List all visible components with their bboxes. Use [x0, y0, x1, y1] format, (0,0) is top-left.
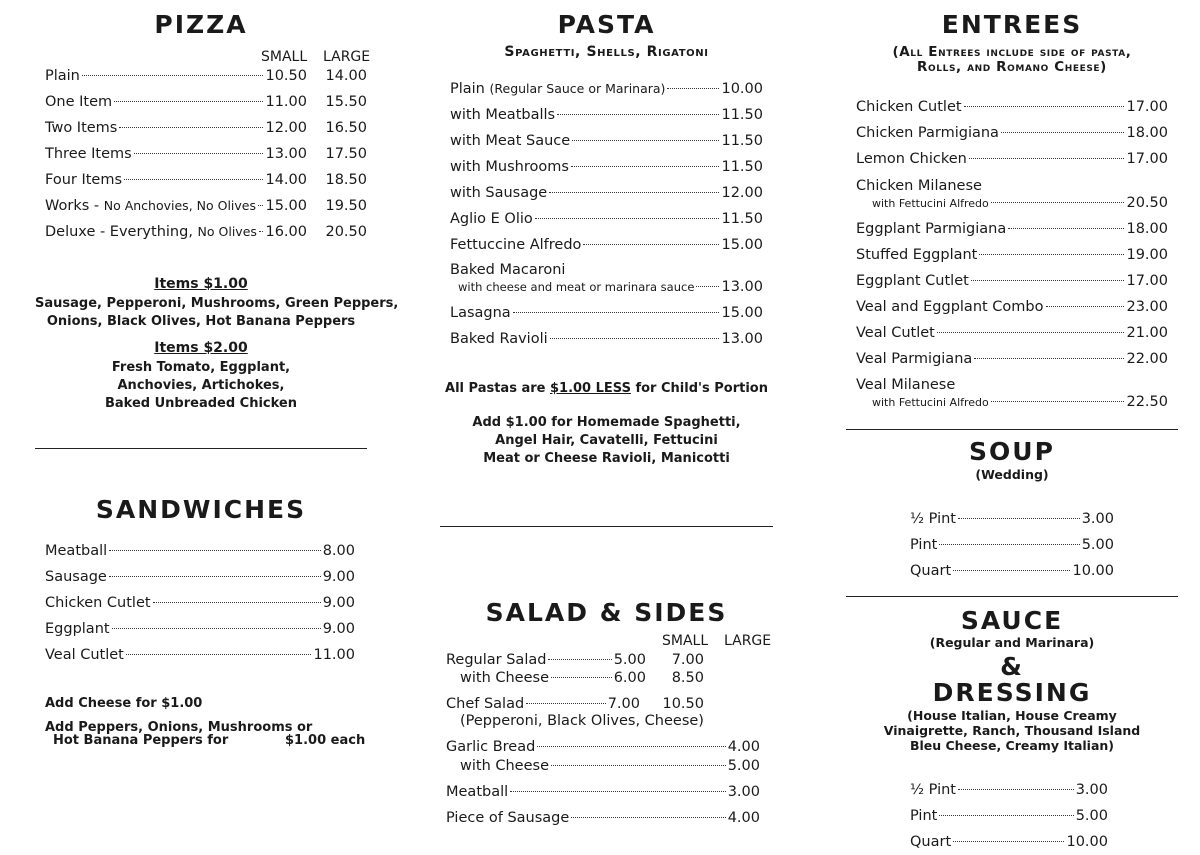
item-name [45, 198, 256, 214]
item-price: 3.00 [1075, 782, 1108, 798]
item-name [910, 511, 956, 527]
dot-leader [971, 280, 1125, 281]
sandwich-item [45, 647, 355, 667]
item-name [446, 652, 546, 668]
item-price: 9.00 [322, 595, 355, 611]
soup-title: SOUP [969, 437, 1055, 466]
dressing-title: DRESSING [932, 678, 1092, 707]
item-price-large: 17.50 [325, 146, 367, 162]
item-name [910, 808, 937, 824]
item-name-text: Lemon Chicken [856, 151, 967, 167]
item-name-text: Sausage [45, 569, 107, 585]
item-price: 10.00 [721, 81, 763, 97]
sauce-item [910, 834, 1108, 854]
dot-leader [1008, 228, 1124, 229]
item-name [856, 325, 935, 341]
sauce-title: SAUCE [960, 606, 1064, 635]
item-price: 14.00 [265, 172, 307, 188]
item-price: 12.00 [721, 185, 763, 201]
item-name [856, 221, 1006, 237]
item-name [450, 237, 581, 253]
dot-leader [696, 286, 719, 287]
item-name [45, 120, 117, 136]
item-price: 18.00 [1126, 125, 1168, 141]
item-price: 11.50 [721, 133, 763, 149]
item-name [45, 621, 110, 637]
dot-leader [526, 703, 606, 704]
item-price: 13.00 [721, 279, 763, 295]
item-name-text: Two Items [45, 120, 118, 136]
pasta-item [450, 133, 763, 153]
item-price: 10.50 [265, 68, 307, 84]
item-price: 16.00 [265, 224, 307, 240]
dot-leader [939, 544, 1079, 545]
item-name [872, 396, 989, 409]
entree-item-name: Veal Milanese [856, 377, 956, 393]
item-price: 3.00 [1081, 511, 1114, 527]
dressing-line: Bleu Cheese, Creamy Italian) [909, 738, 1115, 753]
item-price: 11.00 [265, 94, 307, 110]
item-name-text: Pint [910, 808, 938, 824]
item-name-text: Plain [45, 68, 80, 84]
item-name [450, 159, 569, 175]
item-name-text: with Cheese [460, 758, 550, 774]
entree-item [856, 99, 1168, 119]
soup-item [910, 537, 1114, 557]
pasta-item-name: Baked Macaroni [450, 262, 566, 278]
pizza-col-large: LARGE [323, 49, 371, 65]
dot-leader [667, 88, 719, 89]
item-name [45, 68, 80, 84]
item-price: 22.50 [1126, 394, 1168, 410]
item-name [910, 563, 951, 579]
sandwich-item [45, 595, 355, 615]
ampersand: & [1000, 652, 1024, 681]
dressing-line: Vinaigrette, Ranch, Thousand Island [883, 723, 1141, 738]
dot-leader [126, 654, 312, 655]
pizza-item [45, 68, 367, 88]
pasta-subtitle: Spaghetti, Shells, Rigatoni [504, 44, 709, 60]
item-name [446, 784, 508, 800]
pasta-title: PASTA [557, 10, 656, 39]
dot-leader [958, 789, 1074, 790]
item-name [856, 99, 962, 115]
add-peppers-line2: Hot Banana Peppers for [53, 733, 229, 748]
item-name-text: with Sausage [450, 185, 548, 201]
dot-leader [583, 244, 719, 245]
item-name-text: ½ Pint [910, 511, 956, 527]
item-name [450, 211, 533, 227]
dot-leader [991, 401, 1125, 402]
child-portion-note: All Pastas are $1.00 LESS for Child's Portion [445, 381, 768, 396]
item-price: 10.00 [1066, 834, 1108, 850]
item-name [856, 247, 977, 263]
add-peppers-line1: Add Peppers, Onions, Mushrooms or [45, 720, 313, 735]
entree-item [856, 125, 1168, 145]
item-name-text: Chef Salad [446, 696, 525, 712]
item-price: 22.00 [1126, 351, 1168, 367]
sandwich-item [45, 543, 355, 563]
homemade-line: Add $1.00 for Homemade Spaghetti, [472, 415, 741, 430]
item-name [45, 543, 107, 559]
entree-item [856, 273, 1168, 293]
item-price: 9.00 [322, 621, 355, 637]
homemade-line: Angel Hair, Cavatelli, Fettucini [495, 433, 718, 448]
item-price: 11.50 [721, 159, 763, 175]
dot-leader [124, 179, 263, 180]
salad-item [446, 739, 760, 759]
item-name [45, 595, 151, 611]
item-name-text: Garlic Bread [446, 739, 536, 755]
item-name-text: One Item [45, 94, 113, 110]
dot-leader [119, 127, 263, 128]
dot-leader [153, 602, 321, 603]
pizza-item [45, 94, 367, 114]
pasta-item [458, 279, 763, 299]
item-note: No Anchovies, No Olives [103, 198, 256, 213]
entree-item [856, 247, 1168, 267]
item-price: 20.50 [1126, 195, 1168, 211]
item-price-large: 18.50 [325, 172, 367, 188]
item-price: 7.00 [607, 696, 640, 712]
dot-leader [513, 312, 720, 313]
pizza-items2-line: Baked Unbreaded Chicken [104, 396, 298, 411]
add-cheese: Add Cheese for $1.00 [45, 696, 203, 711]
item-name-text: Eggplant Parmigiana [856, 221, 1007, 237]
item-name-text: Aglio E Olio [450, 211, 533, 227]
entree-item [872, 394, 1168, 414]
dot-leader [548, 659, 611, 660]
item-name [856, 299, 1044, 315]
entree-item [872, 195, 1168, 215]
item-name-text: Fettuccine Alfredo [450, 237, 582, 253]
item-name [460, 670, 549, 686]
dot-leader [551, 677, 612, 678]
item-name [450, 107, 555, 123]
item-name [910, 834, 951, 850]
item-name-text: Chicken Cutlet [45, 595, 151, 611]
dot-leader [939, 815, 1073, 816]
pizza-item [45, 146, 367, 166]
dot-leader [258, 205, 263, 206]
dot-leader [991, 202, 1125, 203]
entree-item [856, 151, 1168, 171]
item-name-text: Quart [910, 834, 952, 850]
dot-leader [259, 231, 264, 232]
item-price: 15.00 [721, 305, 763, 321]
dot-leader [964, 106, 1125, 107]
salad-item [446, 810, 760, 830]
salad-col-small: SMALL [662, 633, 709, 649]
item-name-text: with Cheese [460, 670, 550, 686]
salad-item [446, 784, 760, 804]
item-name [45, 647, 124, 663]
dot-leader [551, 765, 726, 766]
pizza-item [45, 224, 367, 244]
sandwich-item [45, 569, 355, 589]
item-name-text: with Meat Sauce [450, 133, 571, 149]
item-name [45, 94, 112, 110]
salad-col-large: LARGE [724, 633, 772, 649]
item-name-text: ½ Pint [910, 782, 956, 798]
pizza-items2-title: Items $2.00 [154, 340, 248, 356]
item-price-large: 8.50 [671, 670, 704, 686]
pizza-items2-line: Anchovies, Artichokes, [117, 378, 285, 393]
item-name [446, 696, 524, 712]
item-name [450, 133, 570, 149]
item-price: 8.00 [322, 543, 355, 559]
item-price: 4.00 [727, 739, 760, 755]
item-price: 9.00 [322, 569, 355, 585]
dot-leader [969, 158, 1125, 159]
item-name-text: Stuffed Eggplant [856, 247, 978, 263]
item-name-text: Eggplant Cutlet [856, 273, 969, 289]
dot-leader [537, 746, 725, 747]
dot-leader [114, 101, 263, 102]
item-price: 23.00 [1126, 299, 1168, 315]
item-name-text: Chicken Parmigiana [856, 125, 999, 141]
item-name [856, 125, 999, 141]
item-name [45, 172, 122, 188]
sauce-subtitle: (Regular and Marinara) [929, 635, 1095, 650]
item-price: 21.00 [1126, 325, 1168, 341]
pasta-item [450, 211, 763, 231]
homemade-line: Meat or Cheese Ravioli, Manicotti [483, 451, 730, 466]
salad-item [460, 670, 704, 690]
dot-leader [549, 192, 719, 193]
entrees-subtitle: (All Entrees include side of pasta, [892, 44, 1132, 60]
item-name-text: with Meatballs [450, 107, 556, 123]
salad-item [460, 758, 760, 778]
divider [846, 429, 1178, 430]
item-note: No Olives [197, 224, 257, 239]
item-name-text: with Mushrooms [450, 159, 569, 175]
entree-item-name: Chicken Milanese [856, 178, 982, 194]
dot-leader [974, 358, 1124, 359]
divider [35, 448, 367, 449]
soup-item [910, 511, 1114, 531]
item-name-text: Three Items [45, 146, 132, 162]
item-price: 11.00 [313, 647, 355, 663]
item-price: 11.50 [721, 211, 763, 227]
pizza-item [45, 120, 367, 140]
pasta-item [450, 159, 763, 179]
dot-leader [958, 518, 1080, 519]
item-price: 5.00 [613, 652, 646, 668]
entree-item [856, 299, 1168, 319]
item-name-text: Veal Cutlet [45, 647, 124, 663]
item-name-text: Four Items [45, 172, 123, 188]
dot-leader [550, 338, 720, 339]
item-name-text: Veal and Eggplant Combo [856, 299, 1044, 315]
dot-leader [109, 576, 321, 577]
pasta-item [450, 81, 763, 101]
dot-leader [1001, 132, 1125, 133]
item-name [856, 351, 972, 367]
item-name-text: Piece of Sausage [446, 810, 570, 826]
item-name-text: Chicken Cutlet [856, 99, 962, 115]
soup-subtitle: (Wedding) [975, 467, 1049, 482]
item-name [45, 146, 132, 162]
item-name [446, 739, 535, 755]
item-note: (Regular Sauce or Marinara) [489, 81, 666, 96]
item-price: 13.00 [265, 146, 307, 162]
item-price: 13.00 [721, 331, 763, 347]
dot-leader [557, 114, 719, 115]
item-price: 5.00 [727, 758, 760, 774]
chef-salad-note: (Pepperoni, Black Olives, Cheese) [460, 713, 704, 729]
dot-leader [112, 628, 321, 629]
salad-title: SALAD & SIDES [485, 598, 728, 627]
item-name [460, 758, 549, 774]
item-name [450, 185, 547, 201]
item-name [458, 280, 694, 294]
item-price-large: 10.50 [662, 696, 704, 712]
item-price: 18.00 [1126, 221, 1168, 237]
pasta-item [450, 331, 763, 351]
pizza-col-small: SMALL [261, 49, 308, 65]
item-name-text: Meatball [45, 543, 108, 559]
item-price: 3.00 [727, 784, 760, 800]
sandwiches-title: SANDWICHES [95, 495, 307, 524]
item-name [45, 224, 257, 240]
entrees-title: ENTREES [941, 10, 1083, 39]
item-name-text: Veal Parmigiana [856, 351, 973, 367]
divider [846, 596, 1178, 597]
pizza-items1-line: Onions, Black Olives, Hot Banana Peppers [46, 314, 356, 329]
dot-leader [953, 570, 1070, 571]
item-price: 5.00 [1081, 537, 1114, 553]
item-name [856, 273, 969, 289]
entree-item [856, 325, 1168, 345]
item-name [450, 305, 511, 321]
item-price: 17.00 [1126, 151, 1168, 167]
item-price-large: 16.50 [325, 120, 367, 136]
pizza-items1-line: Sausage, Pepperoni, Mushrooms, Green Peppers, [35, 296, 399, 311]
item-price: 17.00 [1126, 99, 1168, 115]
pizza-title: PIZZA [154, 10, 248, 39]
item-name-text: Eggplant [45, 621, 110, 637]
item-price: 4.00 [727, 810, 760, 826]
dot-leader [937, 332, 1125, 333]
pizza-item [45, 172, 367, 192]
pizza-items1-title: Items $1.00 [154, 276, 248, 292]
item-name-text: Meatball [446, 784, 509, 800]
dot-leader [571, 166, 720, 167]
item-price: 19.00 [1126, 247, 1168, 263]
divider [440, 526, 773, 527]
item-name [450, 81, 665, 97]
dot-leader [953, 841, 1064, 842]
item-name-text: with Fettucini Alfredo [872, 197, 989, 210]
pizza-item [45, 198, 367, 218]
item-name-text: Quart [910, 563, 952, 579]
dot-leader [979, 254, 1124, 255]
item-price: 11.50 [721, 107, 763, 123]
item-name-text: Works - [45, 198, 104, 214]
soup-item [910, 563, 1114, 583]
item-name-text: with cheese and meat or marinara sauce [458, 280, 695, 294]
pasta-item [450, 305, 763, 325]
item-price-large: 14.00 [325, 68, 367, 84]
item-price: 10.00 [1072, 563, 1114, 579]
dot-leader [535, 218, 720, 219]
item-name [910, 537, 937, 553]
pasta-item [450, 237, 763, 257]
pizza-items2-line: Fresh Tomato, Eggplant, [111, 360, 291, 375]
item-name-text: Regular Salad [446, 652, 547, 668]
entree-item [856, 221, 1168, 241]
item-price: 5.00 [1075, 808, 1108, 824]
item-name [856, 151, 967, 167]
item-price: 6.00 [613, 670, 646, 686]
item-name-text: Baked Ravioli [450, 331, 548, 347]
item-price-large: 15.50 [325, 94, 367, 110]
item-name [450, 331, 548, 347]
item-name-text: Pint [910, 537, 938, 553]
dot-leader [134, 153, 264, 154]
item-name-text: Lasagna [450, 305, 511, 321]
item-name [872, 197, 989, 210]
item-name [446, 810, 569, 826]
pasta-item [450, 107, 763, 127]
item-price: 12.00 [265, 120, 307, 136]
add-peppers-price: $1.00 each [285, 733, 366, 748]
item-price-large: 19.50 [325, 198, 367, 214]
item-name [910, 782, 956, 798]
dot-leader [571, 817, 725, 818]
item-price-large: 7.00 [671, 652, 704, 668]
item-name-text: Deluxe - Everything, [45, 224, 198, 240]
dot-leader [109, 550, 321, 551]
entrees-subtitle: Rolls, and Romano Cheese) [917, 59, 1107, 75]
item-price: 17.00 [1126, 273, 1168, 289]
dot-leader [82, 75, 264, 76]
item-price: 15.00 [721, 237, 763, 253]
item-name-text: Veal Cutlet [856, 325, 935, 341]
sauce-item [910, 808, 1108, 828]
dot-leader [1046, 306, 1125, 307]
item-price-large: 20.50 [325, 224, 367, 240]
pasta-item [450, 185, 763, 205]
dot-leader [572, 140, 719, 141]
entree-item [856, 351, 1168, 371]
dot-leader [510, 791, 726, 792]
item-name-text: with Fettucini Alfredo [872, 396, 989, 409]
item-name [45, 569, 107, 585]
dressing-line: (House Italian, House Creamy [907, 708, 1117, 723]
item-name-text: Plain [450, 81, 490, 97]
sandwich-item [45, 621, 355, 641]
salad-item [446, 652, 704, 672]
sauce-item [910, 782, 1108, 802]
item-price: 15.00 [265, 198, 307, 214]
